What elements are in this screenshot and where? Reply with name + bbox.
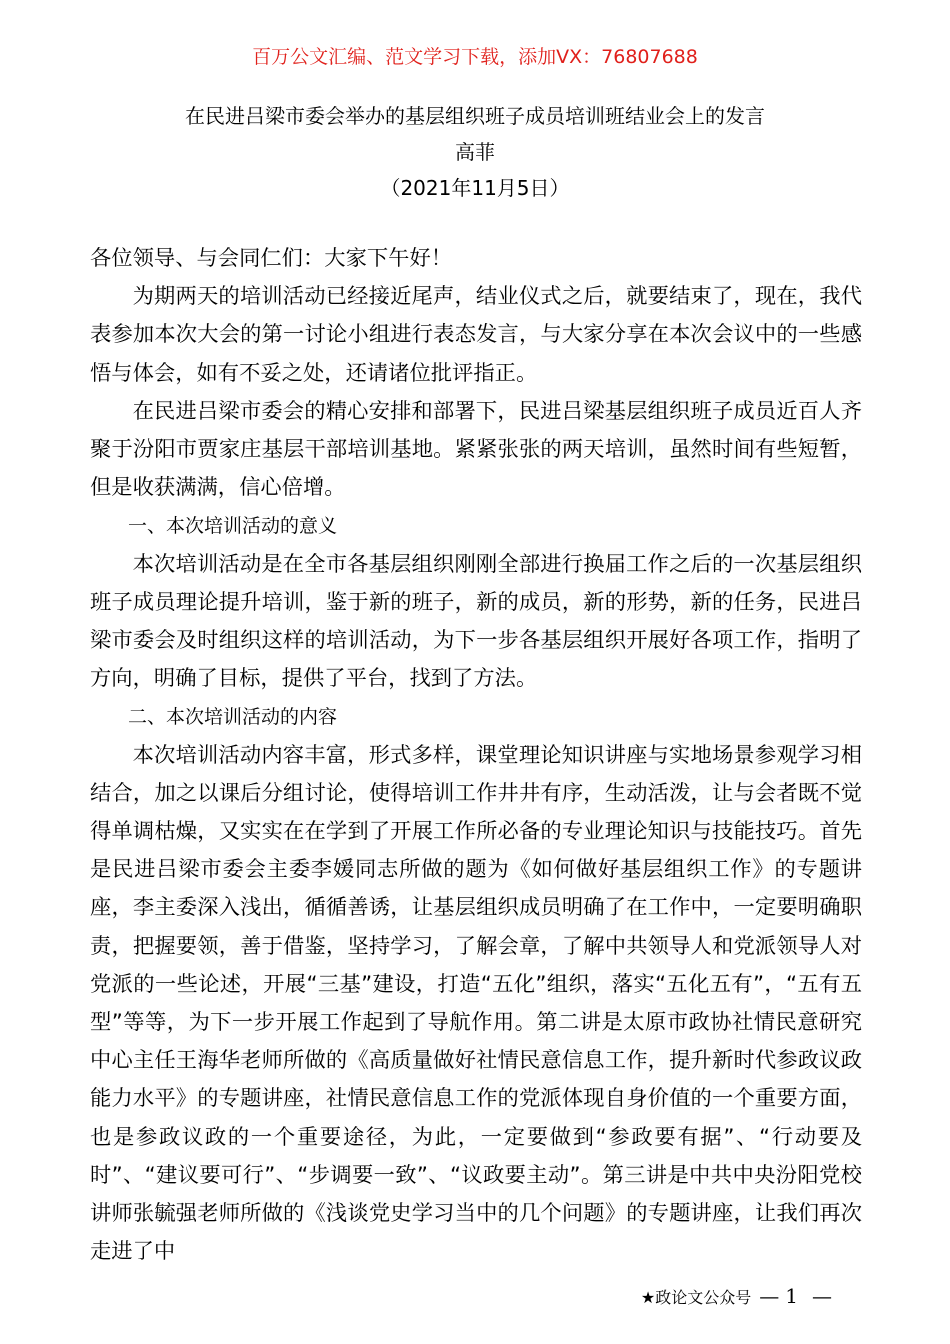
document-body: [90, 240, 862, 1271]
greeting: 各位领导、与会同仁们：大家下午好！: [90, 246, 453, 271]
speech-date: （2021年11月5日）: [380, 176, 570, 200]
document-title: 在民进吕梁市委会举办的基层组织班子成员培训班结业会上的发言: [185, 104, 765, 128]
author-name: 高菲: [455, 140, 495, 164]
section-heading-1: 一、本次培训活动的意义: [128, 515, 338, 538]
section-heading-2: 二、本次培训活动的内容: [128, 706, 338, 729]
paragraph-1: 为期两天的培训活动已经接近尾声，结业仪式之后，就要结束了，现在，我代表参加本次大会的第一讨论小组进行表态发言，与大家分享在本次会议中的一些感悟与体会，如有不妥之处，还请诸位批评指正。: [90, 284, 862, 386]
footer-source: ★政论文公众号: [640, 1288, 752, 1307]
footer-dash-right: —: [812, 1284, 832, 1308]
footer-dash-left: —: [759, 1284, 780, 1308]
paragraph-3: 本次培训活动是在全市各基层组织刚刚全部进行换届工作之后的一次基层组织班子成员理论提升培训，鉴于新的班子，新的成员，新的形势，新的任务，民进吕梁市委会及时组织这样的培训活动，为下一步各基层组织开展好各项工作，指明了方向，明确了目标，提供了平台，找到了方法。: [90, 551, 862, 692]
watermark-banner: 百万公文汇编、范文学习下载，添加VX：76807688: [252, 46, 698, 68]
paragraph-2: 在民进吕梁市委会的精心安排和部署下，民进吕梁基层组织班子成员近百人齐聚于汾阳市贾家庄基层干部培训基地。紧紧张张的两天培训，虽然时间有些短暂，但是收获满满，信心倍增。: [90, 398, 862, 501]
page-number: 1: [785, 1284, 798, 1308]
document-header: [0, 98, 950, 206]
paragraph-4: 本次培训活动内容丰富，形式多样，课堂理论知识讲座与实地场景参观学习相结合，加之以课后分组讨论，使得培训工作井井有序，生动活泼，让与会者既不觉得单调枯燥，又实实在在学到了开展工作所必备的专业理论知识与技能技巧。首先是民进吕梁市委会主委李媛同志所做的题为《如何做好基层组织工作》的专题讲座，李主委深入浅出，循循善诱，让基层组织成员明确了在工作中，一定要明确职责，把握要领，善于借鉴，坚持学习，了解会章，了解中共领导人和党派领导人对党派的一些论述，开展“三基”建设，打造“五化”组织，落实“五化五有”，“五有五型”等等，为下一步开展工作起到了导航作用。第二讲是太原市政协社情民意研究中心主任王海华老师所做的《高质量做好社情民意信息工作，提升新时代参政议政能力水平》的专题讲座，社情民意信息工作的党派体现自身价值的一个重要方面，也是参政议政的一个重要途径，为此，一定要做到“参政要有据”、“行动要及时”、“建议要可行”、“步调要一致”、“议政要主动”。第三讲是中共中央汾阳党校讲师张毓强老师所做的《浅谈党史学习当中的几个问题》的专题讲座，让我们再次走进了中: [90, 742, 862, 1265]
page-footer: [641, 1282, 832, 1312]
